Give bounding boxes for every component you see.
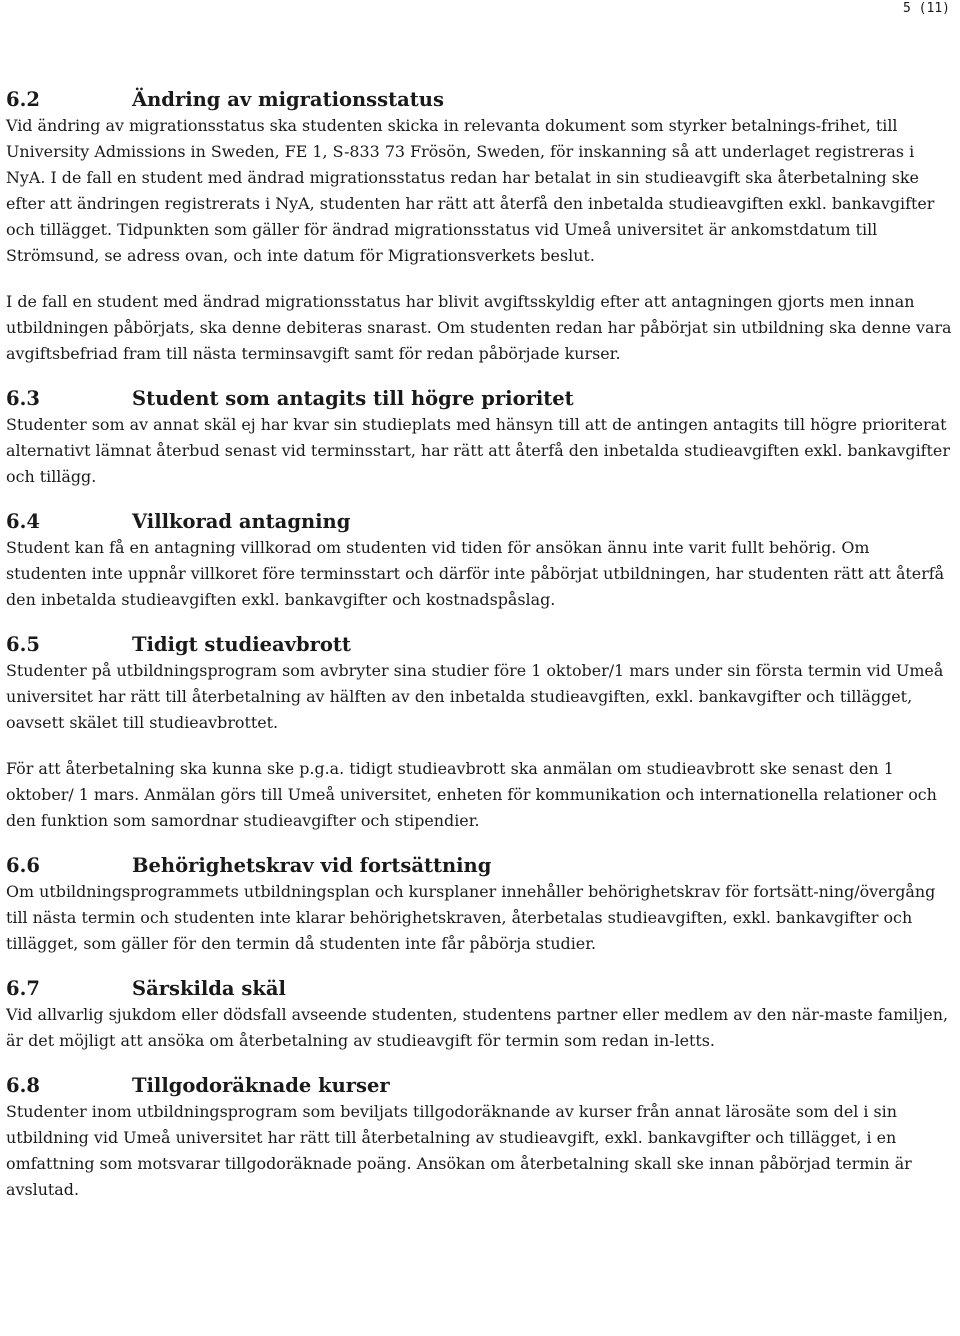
section-number: 6.7: [6, 977, 40, 1000]
section-number: 6.6: [6, 854, 40, 877]
section-6-6: [6, 854, 954, 957]
section-6-3: [6, 387, 954, 490]
document-body: [6, 88, 954, 1223]
section-title: Student som antagits till högre prioritet: [132, 387, 574, 410]
paragraph: Studenter inom utbildningsprogram som beviljats tillgodoräknande av kurser från annat lärosäte som del i sin utbildning vid Umeå universitet har rätt till återbetalning av studieavgift, exkl. bankavgifter och tillägget, i en omfattning som motsvarar tillgodoräknade poäng. Ansökan om återbetalning skall ske innan påbörjad termin är avslutad.: [6, 1102, 912, 1199]
section-title: Ändring av migrationsstatus: [132, 88, 444, 111]
paragraph: För att återbetalning ska kunna ske p.g.a. tidigt studieavbrott ska anmälan om studieavbrott ske senast den 1 oktober/ 1 mars. Anmälan görs till Umeå universitet, enheten för kommunikation och internationella relationer och den funktion som samordnar studieavgifter och stipendier.: [6, 759, 937, 830]
section-number: 6.2: [6, 88, 40, 111]
section-title: Särskilda skäl: [132, 977, 286, 1000]
section-6-8: [6, 1074, 954, 1203]
section-number: 6.8: [6, 1074, 40, 1097]
section-title: Tidigt studieavbrott: [132, 633, 351, 656]
paragraph: Vid allvarlig sjukdom eller dödsfall avseende studenten, studentens partner eller medlem av den när-maste familjen, är det möjligt att ansöka om återbetalning av studieavgift för termin som redan in-letts.: [6, 1005, 949, 1050]
section-number: 6.4: [6, 510, 40, 533]
section-title: Tillgodoräknade kurser: [132, 1074, 390, 1097]
section-title: Behörighetskrav vid fortsättning: [132, 854, 492, 877]
section-heading: [6, 387, 954, 412]
section-6-2: [6, 88, 954, 367]
section-number: 6.3: [6, 387, 40, 410]
paragraph: Studenter som av annat skäl ej har kvar sin studieplats med hänsyn till att de antingen antagits till högre prioriterat alternativt lämnat återbud senast vid terminsstart, har rätt att återfå den inbetalda studieavgiften exkl. bankavgifter och tillägg.: [6, 415, 950, 486]
section-heading: [6, 854, 954, 879]
section-6-5: [6, 633, 954, 834]
section-heading: [6, 1074, 954, 1099]
section-6-4: [6, 510, 954, 613]
section-heading: [6, 633, 954, 658]
paragraph: Studenter på utbildningsprogram som avbryter sina studier före 1 oktober/1 mars under sin första termin vid Umeå universitet har rätt till återbetalning av hälften av den inbetalda studieavgiften, exkl. bankavgifter och tillägget, oavsett skälet till studieavbrottet.: [6, 661, 944, 732]
paragraph: Vid ändring av migrationsstatus ska studenten skicka in relevanta dokument som styrker betalnings-frihet, till University Admissions in Sweden, FE 1, S-833 73 Frösön, Sweden, för inskanning så att underlaget registreras i NyA. I de fall en student med ändrad migrationsstatus redan har betalat in sin studieavgift ska återbetalning ske efter att ändringen registrerats i NyA, studenten har rätt att återfå den inbetalda studieavgiften exkl. bankavgifter och tillägget. Tidpunkten som gäller för ändrad migrationsstatus vid Umeå universitet är ankomstdatum till Strömsund, se adress ovan, och inte datum för Migrationsverkets beslut.: [6, 116, 935, 265]
paragraph: Om utbildningsprogrammets utbildningsplan och kursplaner innehåller behörighetskrav för fortsätt-ning/övergång till nästa termin och studenten inte klarar behörighetskraven, återbetalas studieavgiften, exkl. bankavgifter och tillägget, som gäller för den termin då studenten inte får påbörja studier.: [6, 882, 936, 953]
section-title: Villkorad antagning: [132, 510, 351, 533]
page-number: 5 (11): [903, 1, 950, 16]
paragraph: I de fall en student med ändrad migrationsstatus har blivit avgiftsskyldig efter att antagningen gjorts men innan utbildningen påbörjats, ska denne debiteras snarast. Om studenten redan har påbörjat sin utbildning ska denne vara avgiftsbefriad fram till nästa terminsavgift samt för redan påbörjade kurser.: [6, 292, 952, 363]
section-heading: [6, 88, 954, 113]
section-number: 6.5: [6, 633, 40, 656]
section-6-7: [6, 977, 954, 1054]
paragraph: Student kan få en antagning villkorad om studenten vid tiden för ansökan ännu inte varit fullt behörig. Om studenten inte uppnår villkoret före terminsstart och därför inte påbörjat utbildningen, har studenten rätt att återfå den inbetalda studieavgiften exkl. bankavgifter och kostnadspåslag.: [6, 538, 945, 609]
section-heading: [6, 977, 954, 1002]
section-heading: [6, 510, 954, 535]
